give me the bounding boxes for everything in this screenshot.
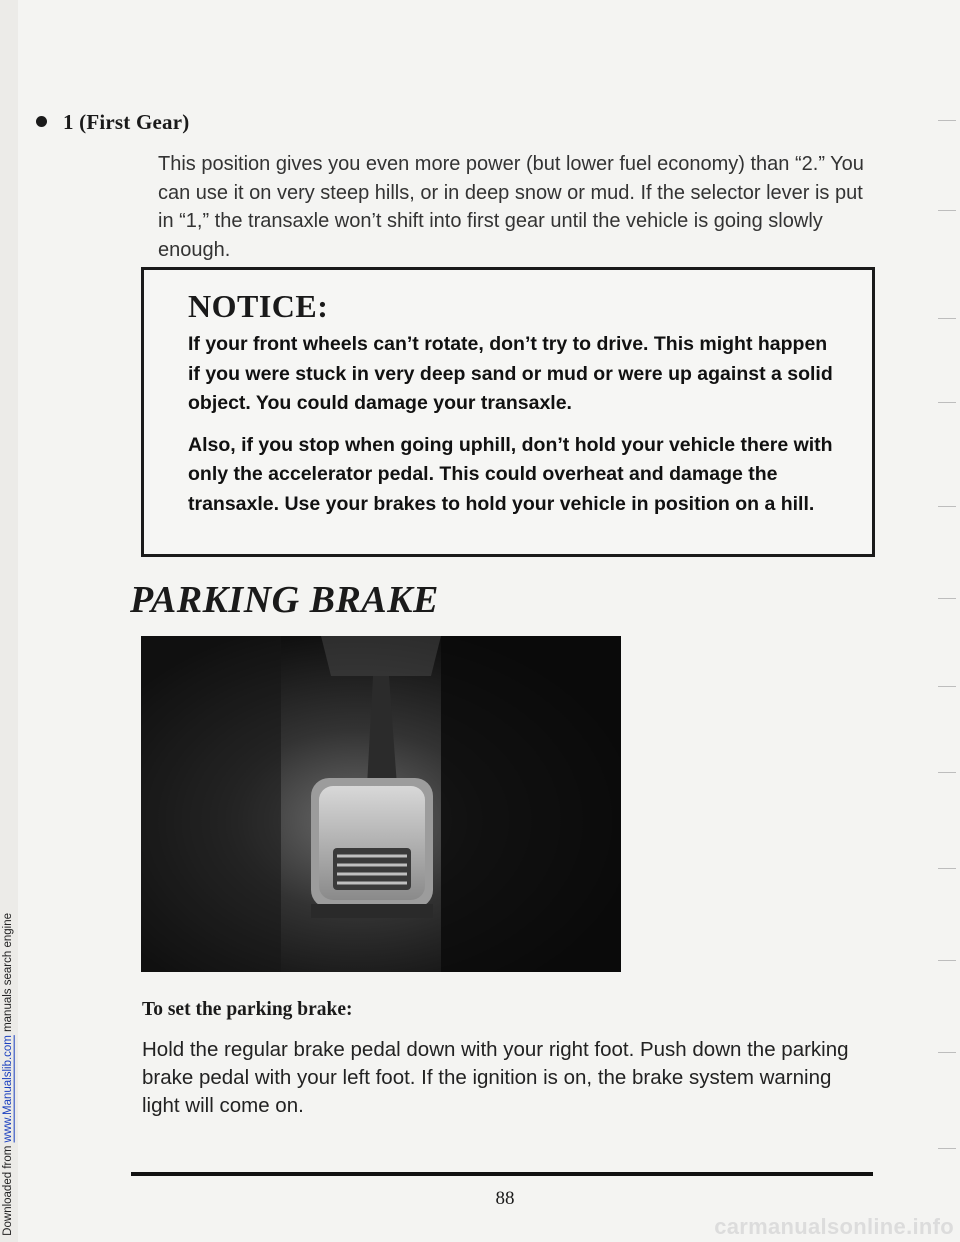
first-gear-heading: [36, 110, 189, 135]
notice-paragraph: Also, if you stop when going uphill, don’t hold your vehicle there with only the accelerator pedal. This could overheat and damage the transaxle. Use your brakes to hold your vehicle in position on a hill.: [188, 433, 833, 515]
margin-tick: [938, 210, 956, 211]
notice-title: NOTICE:: [188, 288, 329, 324]
parking-brake-paragraph: Hold the regular brake pedal down with your right foot. Push down the parking brake pedal with your left foot. If the ignition is on, the brake system warning light will come on.: [142, 1038, 849, 1117]
margin-tick: [938, 1052, 956, 1053]
margin-tick: [938, 318, 956, 319]
notice-body: [188, 330, 838, 531]
watermark-site-text: carmanualsonline.info: [714, 1214, 954, 1239]
margin-tick: [938, 686, 956, 687]
notice-paragraph: If your front wheels can’t rotate, don’t try to drive. This might happen if you were stuck in very deep sand or mud or were up against a solid object. You could damage your transaxle.: [188, 333, 833, 414]
margin-tick: [938, 868, 956, 869]
margin-tick: [938, 598, 956, 599]
parking-brake-subheading: To set the parking brake:: [142, 999, 353, 1020]
first-gear-paragraph: This position gives you even more power (but lower fuel economy) than “2.” You can use it on very steep hills, or in deep snow or mud. If the selector lever is put in “1,” the transaxle won’t shift into first gear until the vehicle is going slowly enough.: [158, 153, 864, 261]
page-number: 88: [495, 1188, 515, 1209]
first-gear-heading-text: 1 (First Gear): [63, 110, 190, 134]
margin-tick: [938, 506, 956, 507]
margin-tick: [938, 1148, 956, 1149]
banner-suffix: manuals search engine: [2, 913, 14, 1036]
parking-brake-photo: [141, 636, 621, 972]
margin-tick: [938, 960, 956, 961]
bullet-icon: [36, 116, 47, 127]
margin-tick: [938, 772, 956, 773]
parking-brake-pedal-illustration: [141, 636, 621, 972]
margin-tick: [938, 120, 956, 121]
download-banner: [0, 0, 18, 1242]
banner-prefix: Downloaded from: [2, 1142, 14, 1236]
footer-rule: [131, 1172, 873, 1176]
notice-box: [141, 267, 875, 557]
margin-tick: [938, 402, 956, 403]
parking-brake-title: PARKING BRAKE: [130, 579, 439, 621]
manualslib-link[interactable]: www.Manualslib.com: [2, 1035, 14, 1143]
